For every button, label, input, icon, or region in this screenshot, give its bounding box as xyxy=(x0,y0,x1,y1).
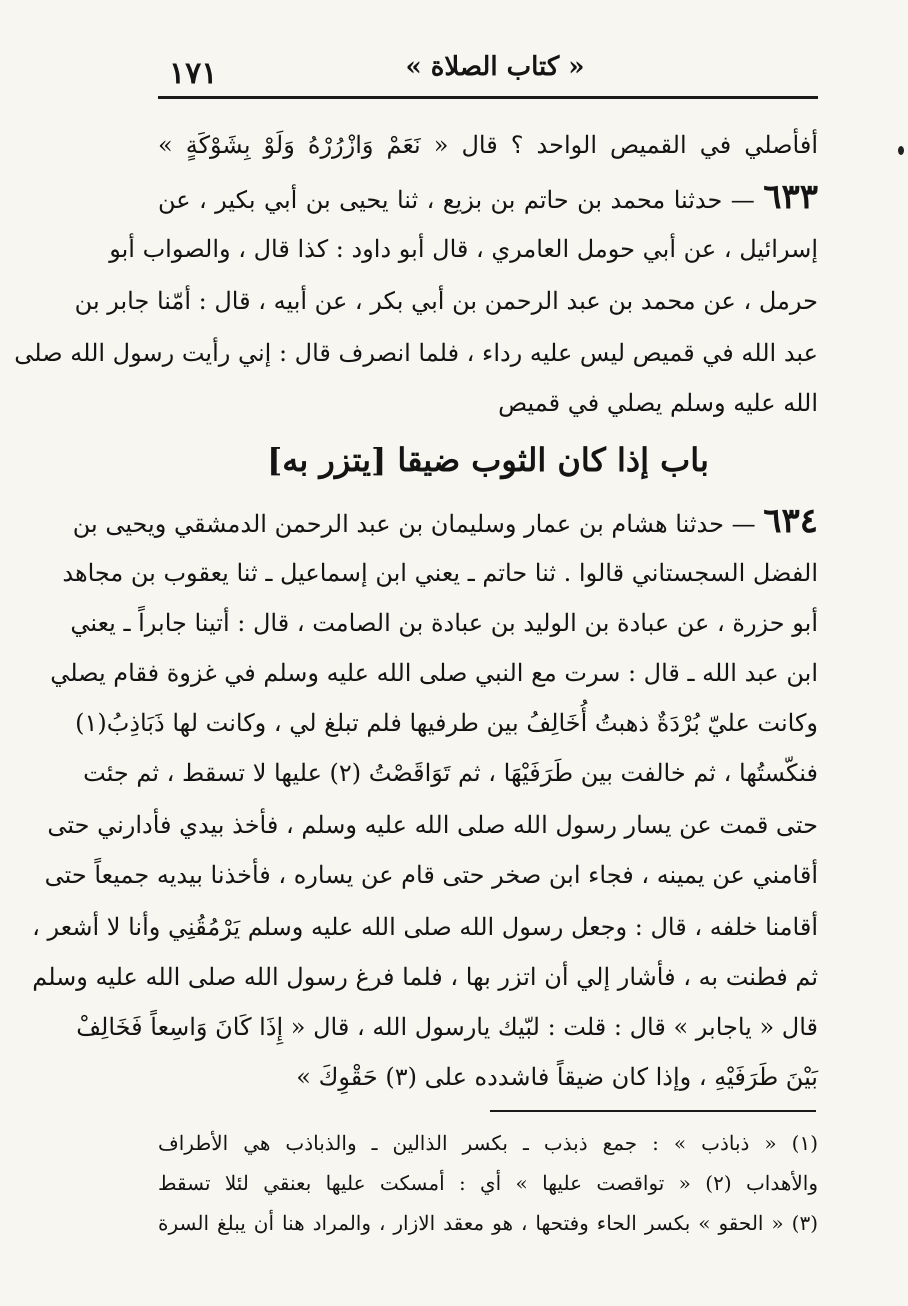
text-line: إسرائيل ، عن أبي حومل العامري ، قال أبو داود : كذا قال ، والصواب أبو xyxy=(109,235,818,263)
text-span: — حدثنا محمد بن حاتم بن بزيع ، ثنا يحيى بن أبي بكير ، عن xyxy=(158,186,755,214)
text-line: ثم فطنت به ، فأشار إلي أن اتزر بها ، فلما فرغ رسول الله صلى الله عليه وسلم xyxy=(32,963,818,991)
text-span: — حدثنا هشام بن عمار وسليمان بن عبد الرحمن الدمشقي ويحيى بن xyxy=(72,510,756,538)
footnote-line: والأهداب (٢) « تواقصت عليها » أي : أمسكت عليها بعنقي لئلا تسقط xyxy=(158,1171,818,1195)
text-line: أقامنا خلفه ، قال : وجعل رسول الله صلى الله عليه وسلم يَرْمُقُنِي وأنا لا أشعر ، xyxy=(32,913,818,941)
text-line: حتى قمت عن يسار رسول الله صلى الله عليه وسلم ، فأخذ بيدي فأدارني حتى xyxy=(47,811,818,839)
footnote-line: (٣) « الحقو » بكسر الحاء وفتحها ، هو معقد الازار ، والمراد هنا أن يبلغ السرة xyxy=(158,1211,818,1235)
text-line: فنكّستُها ، ثم خالفت بين طَرَفَيْهَا ، ثم تَوَاقَصْتُ (٢) عليها لا تسقط ، ثم جئت xyxy=(83,759,818,787)
hadith-633-first-line xyxy=(158,177,818,218)
margin-mark xyxy=(898,146,904,155)
running-title: « كتاب الصلاة » xyxy=(405,52,585,82)
text-line: قال « ياجابر » قال : قلت : لبّيك يارسول الله ، قال « إِذَا كَانَ وَاسِعاً فَخَالِفْ xyxy=(76,1013,818,1041)
chapter-heading: باب إذا كان الثوب ضيقا [يتزر به] xyxy=(267,441,709,479)
text-line: بَيْنَ طَرَفَيْهِ ، وإذا كان ضيقاً فاشدده على (٣) حَقْوِكَ » xyxy=(296,1063,818,1091)
text-line: حرمل ، عن محمد بن عبد الرحمن بن أبي بكر ، عن أبيه ، قال : أمّنا جابر بن xyxy=(74,287,818,315)
page-number: ١٧١ xyxy=(169,56,218,91)
header-rule xyxy=(158,96,818,99)
footnote-line: (١) « ذباذب » : جمع ذبذب ـ بكسر الذالين ـ والذباذب هي الأطراف xyxy=(158,1131,818,1155)
text-line: أقامني عن يمينه ، فجاء ابن صخر حتى قام عن يساره ، فأخذنا بيديه جميعاً حتى xyxy=(44,861,818,889)
page-header xyxy=(165,38,825,98)
text-line: وكانت عليّ بُرْدَةٌ ذهبتُ أُخَالِفُ بين طرفيها فلم تبلغ لي ، وكانت لها ذَبَاذِبُ(١) xyxy=(75,709,818,737)
text-line: ابن عبد الله ـ قال : سرت مع النبي صلى الله عليه وسلم في غزوة فقام يصلي xyxy=(50,659,818,687)
hadith-number: ٦٣٣ xyxy=(763,177,818,217)
footnote-rule xyxy=(490,1110,816,1112)
text-line: أبو حزرة ، عن عبادة بن الوليد بن عبادة بن الصامت ، قال : أتينا جابراً ـ يعني xyxy=(70,609,818,637)
text-line: أفأصلي في القميص الواحد ؟ قال « نَعَمْ وَازْرُرْهُ وَلَوْ بِشَوْكَةٍ » xyxy=(158,131,818,159)
text-line: الفضل السجستاني قالوا . ثنا حاتم ـ يعني ابن إسماعيل ـ ثنا يعقوب بن مجاهد xyxy=(62,559,818,587)
hadith-number: ٦٣٤ xyxy=(763,501,818,541)
text-line: عبد الله في قميص ليس عليه رداء ، فلما انصرف قال : إني رأيت رسول الله صلى xyxy=(14,339,818,367)
hadith-634-first-line xyxy=(72,501,818,542)
text-line: الله عليه وسلم يصلي في قميص xyxy=(498,389,818,417)
